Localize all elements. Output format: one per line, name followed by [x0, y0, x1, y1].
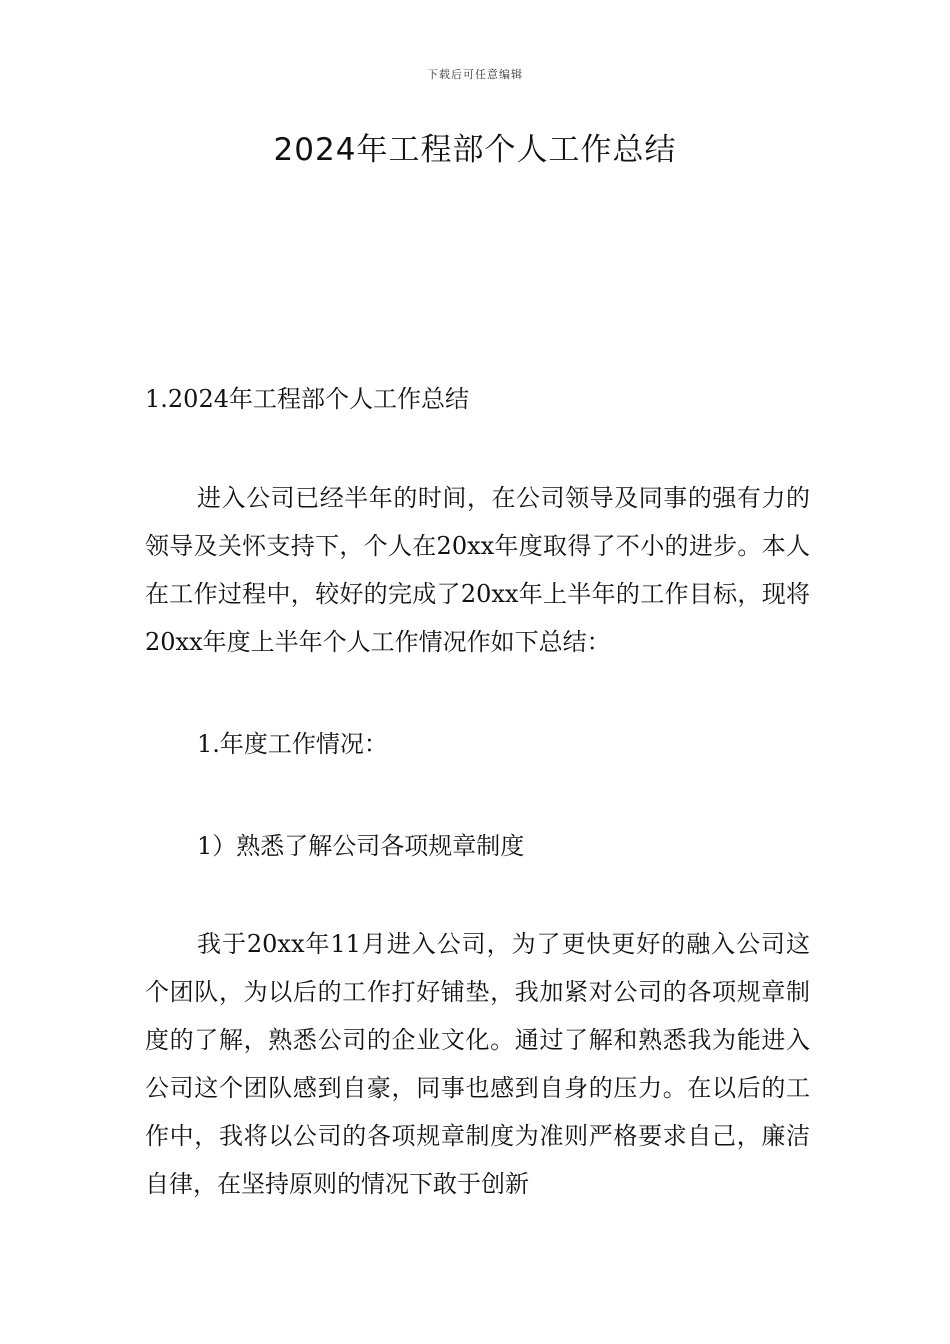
section-heading: [145, 375, 810, 423]
list-item-annual-work-text: 1.年度工作情况：: [197, 730, 388, 758]
paragraph-rules-detail: [145, 920, 810, 1208]
list-item-annual-work: [145, 720, 810, 768]
list-item-rules: [145, 822, 810, 870]
paragraph-intro-text: 进入公司已经半年的时间，在公司领导及同事的强有力的领导及关怀支持下，个人在20xx年度取得了不小的进步。本人在工作过程中，较好的完成了20xx年上半年的工作目标，现将20xx年度上半年个人工作情况作如下总结：: [145, 484, 810, 656]
list-item-rules-text: 1）熟悉了解公司各项规章制度: [197, 832, 525, 860]
page-title: 2024年工程部个人工作总结: [273, 132, 677, 168]
section-heading-text: 1.2024年工程部个人工作总结: [145, 385, 469, 413]
header-note: 下载后可任意编辑: [427, 68, 523, 81]
paragraph-rules-detail-text: 我于20xx年11月进入公司，为了更快更好的融入公司这个团队，为以后的工作打好铺垫，我加紧对公司的各项规章制度的了解，熟悉公司的企业文化。通过了解和熟悉我为能进入公司这个团队感到自豪，同事也感到自身的压力。在以后的工作中，我将以公司的各项规章制度为准则严格要求自己，廉洁自律，在坚持原则的情况下敢于创新: [145, 930, 810, 1198]
paragraph-intro: [145, 474, 810, 666]
